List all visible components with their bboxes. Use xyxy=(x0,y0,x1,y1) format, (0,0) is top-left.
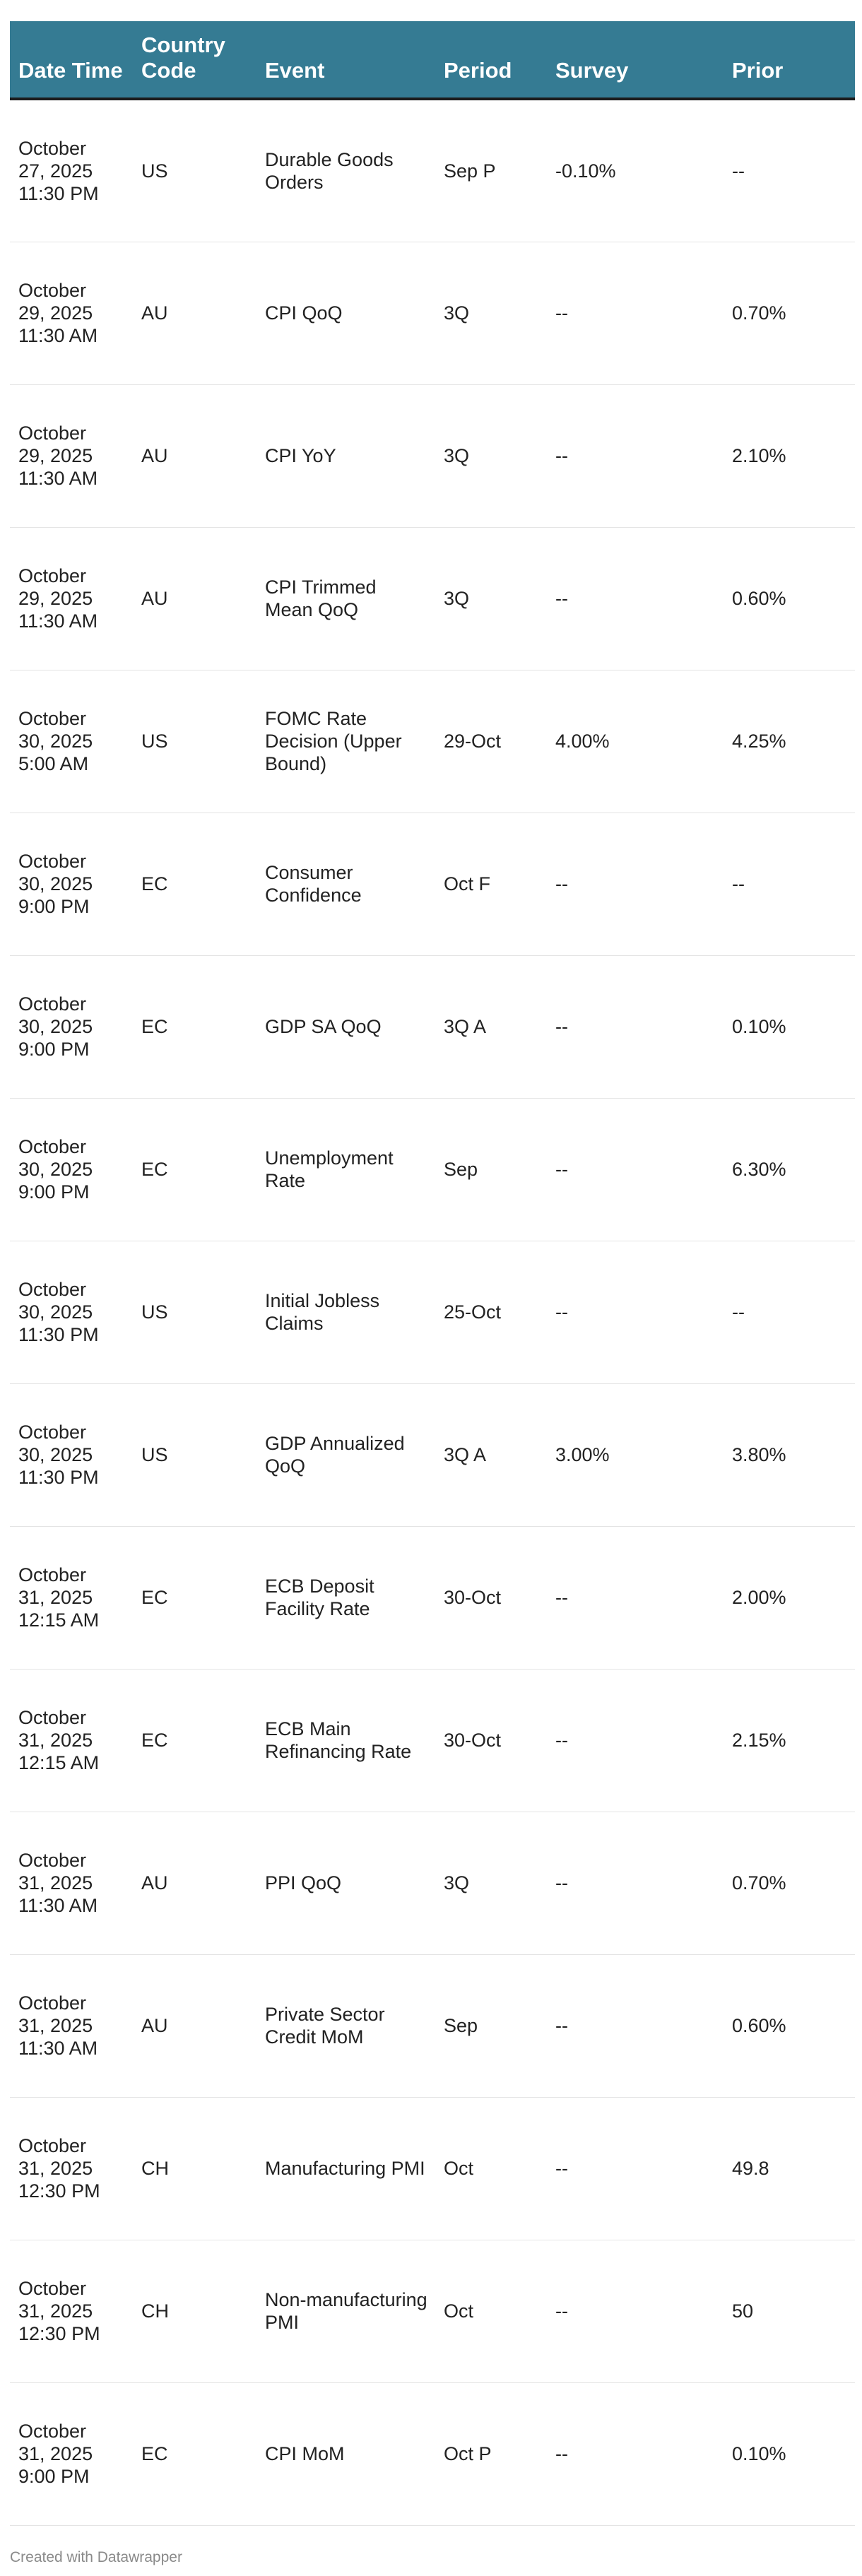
cell-country-code: AU xyxy=(133,1812,256,1954)
cell-country-code: US xyxy=(133,1383,256,1526)
cell-event: CPI YoY xyxy=(256,384,435,527)
cell-prior: -- xyxy=(724,1241,855,1383)
cell-period: Oct F xyxy=(435,813,547,955)
cell-event: CPI QoQ xyxy=(256,242,435,384)
cell-country-code: AU xyxy=(133,1954,256,2097)
cell-survey: -- xyxy=(547,1241,724,1383)
cell-event: Private Sector Credit MoM xyxy=(256,1954,435,2097)
cell-survey: -- xyxy=(547,1812,724,1954)
cell-date-time: October 30, 2025 5:00 AM xyxy=(10,670,133,813)
table-row xyxy=(10,1669,855,1812)
cell-prior: 0.10% xyxy=(724,955,855,1098)
table-row xyxy=(10,99,855,242)
cell-date-time: October 29, 2025 11:30 AM xyxy=(10,242,133,384)
cell-date-time: October 30, 2025 9:00 PM xyxy=(10,813,133,955)
cell-prior: 0.70% xyxy=(724,242,855,384)
datawrapper-credit[interactable]: Created with Datawrapper xyxy=(10,2549,182,2565)
cell-period: Oct P xyxy=(435,2382,547,2525)
cell-date-time: October 31, 2025 11:30 AM xyxy=(10,1954,133,2097)
cell-prior: 0.70% xyxy=(724,1812,855,1954)
table-row xyxy=(10,2382,855,2525)
cell-date-time: October 30, 2025 11:30 PM xyxy=(10,1241,133,1383)
cell-period: 29-Oct xyxy=(435,670,547,813)
table-header xyxy=(10,21,855,99)
header-event[interactable]: Event xyxy=(256,21,435,99)
cell-period: 3Q A xyxy=(435,955,547,1098)
cell-period: 30-Oct xyxy=(435,1526,547,1669)
table-row xyxy=(10,2240,855,2382)
cell-country-code: CH xyxy=(133,2097,256,2240)
cell-period: Oct xyxy=(435,2240,547,2382)
cell-country-code: US xyxy=(133,1241,256,1383)
cell-prior: 50 xyxy=(724,2240,855,2382)
cell-country-code: AU xyxy=(133,384,256,527)
cell-date-time: October 30, 2025 11:30 PM xyxy=(10,1383,133,1526)
cell-period: 3Q xyxy=(435,527,547,670)
cell-event: ECB Deposit Facility Rate xyxy=(256,1526,435,1669)
cell-prior: 3.80% xyxy=(724,1383,855,1526)
header-prior[interactable]: Prior xyxy=(724,21,855,99)
cell-prior: 0.60% xyxy=(724,1954,855,2097)
cell-period: 3Q xyxy=(435,242,547,384)
cell-prior: 0.60% xyxy=(724,527,855,670)
table-row xyxy=(10,1526,855,1669)
cell-date-time: October 31, 2025 12:15 AM xyxy=(10,1526,133,1669)
economic-calendar-table xyxy=(10,21,855,2526)
cell-date-time: October 29, 2025 11:30 AM xyxy=(10,384,133,527)
cell-prior: -- xyxy=(724,813,855,955)
table-row xyxy=(10,955,855,1098)
cell-event: Manufacturing PMI xyxy=(256,2097,435,2240)
cell-survey: 4.00% xyxy=(547,670,724,813)
cell-prior: 2.15% xyxy=(724,1669,855,1812)
cell-country-code: EC xyxy=(133,2382,256,2525)
table-row xyxy=(10,1954,855,2097)
cell-event: GDP SA QoQ xyxy=(256,955,435,1098)
header-survey[interactable]: Survey xyxy=(547,21,724,99)
table-row xyxy=(10,670,855,813)
cell-survey: -0.10% xyxy=(547,99,724,242)
cell-period: Oct xyxy=(435,2097,547,2240)
cell-country-code: CH xyxy=(133,2240,256,2382)
cell-country-code: US xyxy=(133,99,256,242)
cell-period: 3Q xyxy=(435,1812,547,1954)
cell-survey: -- xyxy=(547,955,724,1098)
table-row xyxy=(10,1241,855,1383)
cell-event: Unemployment Rate xyxy=(256,1098,435,1241)
cell-event: Consumer Confidence xyxy=(256,813,435,955)
table-row xyxy=(10,384,855,527)
cell-date-time: October 31, 2025 12:30 PM xyxy=(10,2240,133,2382)
cell-survey: -- xyxy=(547,813,724,955)
cell-event: Non-manufacturing PMI xyxy=(256,2240,435,2382)
table-row xyxy=(10,527,855,670)
cell-period: 30-Oct xyxy=(435,1669,547,1812)
table-row xyxy=(10,1098,855,1241)
table-row xyxy=(10,813,855,955)
table-row xyxy=(10,242,855,384)
cell-date-time: October 31, 2025 12:30 PM xyxy=(10,2097,133,2240)
cell-event: Durable Goods Orders xyxy=(256,99,435,242)
cell-date-time: October 27, 2025 11:30 PM xyxy=(10,99,133,242)
cell-period: Sep xyxy=(435,1098,547,1241)
table-row xyxy=(10,2097,855,2240)
cell-country-code: US xyxy=(133,670,256,813)
header-date-time[interactable]: Date Time xyxy=(10,21,133,99)
cell-survey: -- xyxy=(547,2097,724,2240)
cell-prior: 6.30% xyxy=(724,1098,855,1241)
cell-date-time: October 31, 2025 9:00 PM xyxy=(10,2382,133,2525)
cell-survey: -- xyxy=(547,527,724,670)
cell-period: 3Q A xyxy=(435,1383,547,1526)
cell-prior: 2.10% xyxy=(724,384,855,527)
cell-date-time: October 31, 2025 12:15 AM xyxy=(10,1669,133,1812)
cell-country-code: EC xyxy=(133,813,256,955)
cell-date-time: October 30, 2025 9:00 PM xyxy=(10,1098,133,1241)
cell-country-code: AU xyxy=(133,527,256,670)
cell-survey: -- xyxy=(547,242,724,384)
cell-survey: -- xyxy=(547,2240,724,2382)
cell-event: FOMC Rate Decision (Upper Bound) xyxy=(256,670,435,813)
cell-prior: 4.25% xyxy=(724,670,855,813)
cell-prior: 0.10% xyxy=(724,2382,855,2525)
cell-country-code: AU xyxy=(133,242,256,384)
cell-survey: -- xyxy=(547,1954,724,2097)
cell-event: GDP Annualized QoQ xyxy=(256,1383,435,1526)
cell-period: 25-Oct xyxy=(435,1241,547,1383)
cell-period: Sep P xyxy=(435,99,547,242)
cell-survey: -- xyxy=(547,2382,724,2525)
cell-period: Sep xyxy=(435,1954,547,2097)
cell-event: ECB Main Refinancing Rate xyxy=(256,1669,435,1812)
cell-country-code: EC xyxy=(133,955,256,1098)
cell-period: 3Q xyxy=(435,384,547,527)
cell-survey: -- xyxy=(547,1669,724,1812)
cell-survey: -- xyxy=(547,1526,724,1669)
table-row xyxy=(10,1383,855,1526)
table-body xyxy=(10,99,855,2525)
cell-country-code: EC xyxy=(133,1098,256,1241)
cell-prior: 49.8 xyxy=(724,2097,855,2240)
cell-country-code: EC xyxy=(133,1526,256,1669)
cell-date-time: October 30, 2025 9:00 PM xyxy=(10,955,133,1098)
cell-event: Initial Jobless Claims xyxy=(256,1241,435,1383)
cell-survey: -- xyxy=(547,384,724,527)
cell-survey: -- xyxy=(547,1098,724,1241)
cell-event: CPI MoM xyxy=(256,2382,435,2525)
cell-date-time: October 31, 2025 11:30 AM xyxy=(10,1812,133,1954)
cell-event: CPI Trimmed Mean QoQ xyxy=(256,527,435,670)
table-row xyxy=(10,1812,855,1954)
header-period[interactable]: Period xyxy=(435,21,547,99)
economic-calendar-table-container xyxy=(10,21,855,2526)
cell-event: PPI QoQ xyxy=(256,1812,435,1954)
cell-date-time: October 29, 2025 11:30 AM xyxy=(10,527,133,670)
cell-prior: 2.00% xyxy=(724,1526,855,1669)
header-row xyxy=(10,21,855,99)
cell-prior: -- xyxy=(724,99,855,242)
cell-survey: 3.00% xyxy=(547,1383,724,1526)
header-country-code[interactable]: Country Code xyxy=(133,21,256,99)
cell-country-code: EC xyxy=(133,1669,256,1812)
